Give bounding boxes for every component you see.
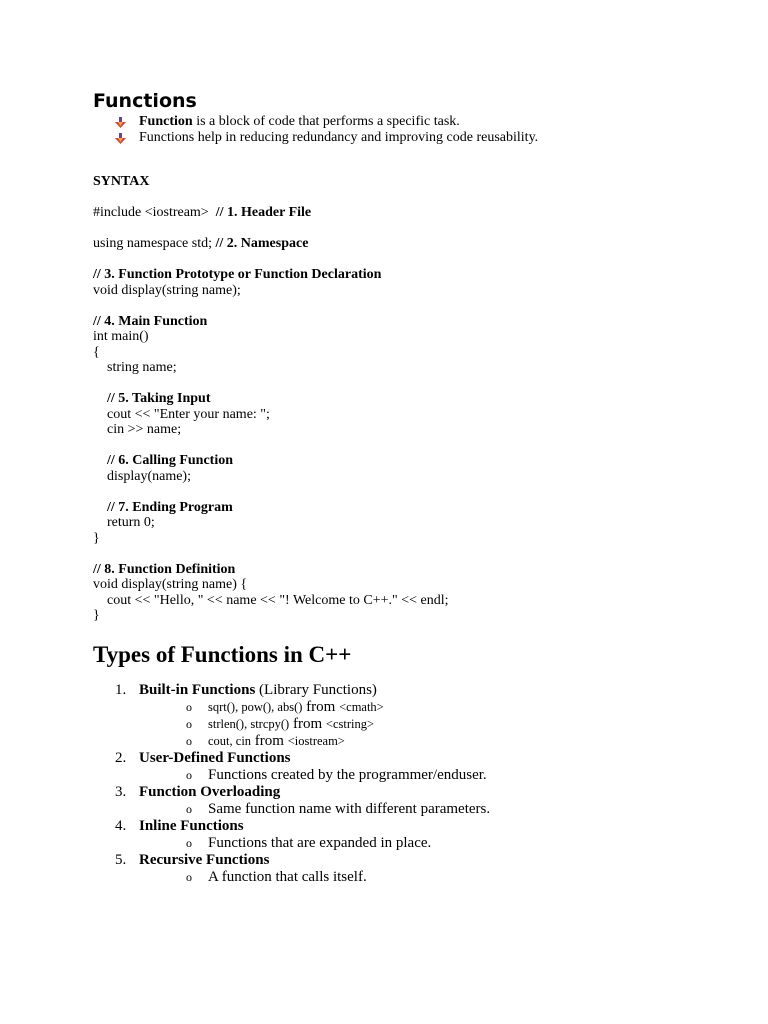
bullet-text: Functions help in reducing redundancy and improving code reusability. [139, 129, 539, 145]
code-comment: // 4. Main Function [93, 313, 208, 329]
list-item [115, 130, 733, 146]
list-item [186, 869, 733, 886]
types-heading: Types of Functions in C++ [93, 641, 352, 667]
code-line: void display(string name) { [93, 577, 248, 592]
code-line: cout << "Hello, " << name << "! Welcome to C++." << endl; [107, 592, 449, 608]
code-comment: // 3. Function Prototype or Function Declaration [93, 267, 382, 282]
circle-bullet-icon: o [186, 716, 192, 731]
page-title: Functions [93, 90, 197, 112]
list-item [186, 733, 733, 750]
type-description: Functions created by the programmer/enduser. [208, 766, 487, 783]
list-number: 3. [115, 783, 127, 800]
code-block [93, 205, 733, 624]
code-text: using namespace std; [93, 236, 216, 251]
list-item [93, 852, 733, 886]
list-item [186, 767, 733, 784]
syntax-heading: SYNTAX [93, 174, 150, 189]
list-item [93, 818, 733, 852]
sublist [139, 835, 733, 852]
list-item [93, 750, 733, 784]
list-number: 4. [115, 817, 127, 834]
circle-bullet-icon: o [186, 767, 192, 782]
code-line: int main() [93, 329, 149, 344]
code-comment: // 8. Function Definition [93, 561, 236, 577]
sublist [139, 801, 733, 818]
code-comment: // 1. Header File [215, 205, 312, 220]
code-line: } [93, 608, 100, 623]
down-arrow-bullet-icon [115, 133, 126, 144]
type-title: Function Overloading [139, 783, 281, 800]
code-line [93, 236, 733, 252]
from-word: from [251, 732, 288, 749]
code-text: #include <iostream> [93, 205, 216, 220]
header-name: <cmath> [339, 699, 384, 714]
down-arrow-bullet-icon [115, 117, 126, 128]
type-note: (Library Functions) [255, 681, 377, 698]
list-item [93, 682, 733, 750]
code-line: display(name); [107, 468, 191, 484]
code-line: void display(string name); [93, 282, 241, 298]
list-item [186, 835, 733, 852]
circle-bullet-icon: o [186, 733, 192, 748]
code-comment: // 2. Namespace [215, 236, 309, 251]
code-comment: // 7. Ending Program [107, 499, 233, 515]
type-title: Inline Functions [139, 817, 244, 834]
list-item [186, 716, 733, 733]
from-word: from [302, 698, 340, 715]
list-number: 2. [115, 749, 127, 766]
type-description: Same function name with different parameters. [208, 800, 491, 817]
document-page [93, 88, 733, 886]
header-name: <iostream> [287, 733, 345, 748]
types-list [93, 682, 733, 886]
code-line: string name; [107, 360, 177, 375]
bullet-text: is a block of code that performs a specific task. [192, 114, 460, 129]
intro-bullet-list [93, 114, 733, 145]
builtin-sublist [139, 699, 733, 750]
type-description: Functions that are expanded in place. [208, 834, 432, 851]
sublist [139, 869, 733, 886]
code-line [93, 205, 733, 221]
code-line: } [93, 530, 100, 546]
list-number: 5. [115, 851, 127, 868]
code-line: return 0; [107, 515, 155, 530]
function-names: cout, cin [208, 733, 252, 748]
list-number: 1. [115, 681, 127, 698]
list-item [186, 801, 733, 818]
header-name: <cstring> [325, 716, 375, 731]
code-line: cin >> name; [107, 422, 182, 437]
function-names: sqrt(), pow(), abs() [208, 699, 303, 714]
circle-bullet-icon: o [186, 801, 192, 816]
list-item [186, 699, 733, 716]
type-description: A function that calls itself. [208, 868, 367, 885]
circle-bullet-icon: o [186, 699, 192, 714]
type-title: Recursive Functions [139, 851, 270, 868]
code-comment: // 6. Calling Function [107, 453, 234, 468]
from-word: from [289, 715, 326, 732]
code-line: cout << "Enter your name: "; [107, 406, 270, 422]
bullet-bold: Function [139, 114, 193, 129]
list-item [115, 114, 733, 130]
code-line: { [93, 344, 100, 360]
function-names: strlen(), strcpy() [208, 716, 290, 731]
circle-bullet-icon: o [186, 869, 192, 884]
sublist [139, 767, 733, 784]
circle-bullet-icon: o [186, 835, 192, 850]
list-item [93, 784, 733, 818]
type-title: Built-in Functions [139, 681, 256, 698]
code-comment: // 5. Taking Input [107, 391, 211, 406]
type-title: User-Defined Functions [139, 749, 291, 766]
